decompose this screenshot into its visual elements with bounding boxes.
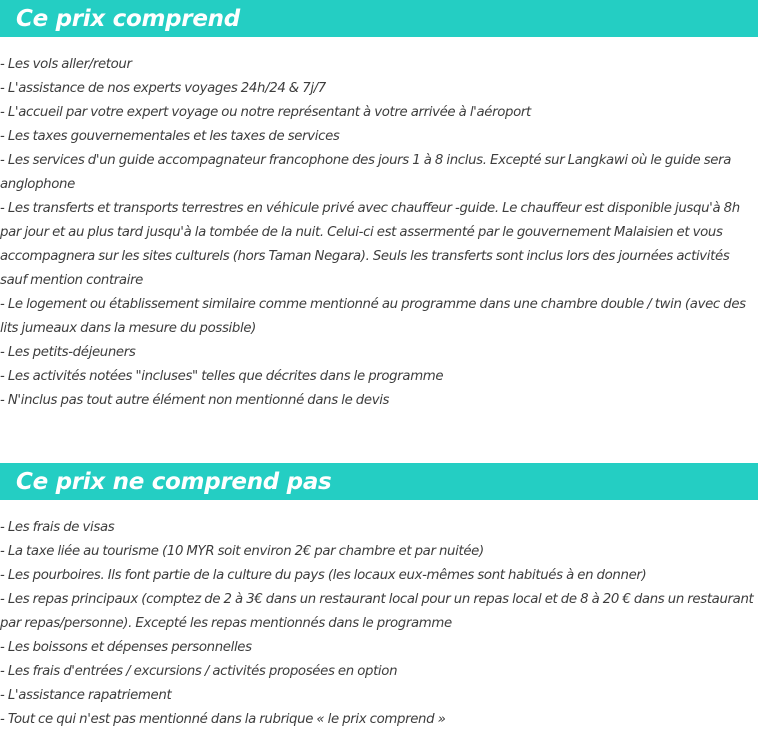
list-item: - Tout ce qui n'est pas mentionné dans la rubrique « le prix comprend » [0,712,446,727]
list-item: - Les activités notées "incluses" telles que décrites dans le programme [0,369,444,384]
list-item: - Les services d'un guide accompagnateur francophone des jours 1 à 8 inclus. Excepté sur Langkawi où le guide sera anglophone [0,153,732,192]
price-includes-header [0,0,758,37]
list-item: - L'assistance rapatriement [0,688,172,703]
list-item: - Les boissons et dépenses personnelles [0,640,252,655]
list-item: - L'assistance de nos experts voyages 24h/24 & 7j/7 [0,81,326,96]
price-excludes-header [0,463,758,500]
list-item: - Le logement ou établissement similaire comme mentionné au programme dans une chambre double / twin (avec des lits jumeaux dans la mesure du possible) [0,297,746,336]
list-item: - L'accueil par votre expert voyage ou notre représentant à votre arrivée à l'aéroport [0,105,531,120]
list-item: - Les vols aller/retour [0,57,132,72]
list-item: - La taxe liée au tourisme (10 MYR soit environ 2€ par chambre et par nuitée) [0,544,484,559]
price-includes-list [0,37,758,413]
list-item: - Les frais de visas [0,520,115,535]
price-excludes-title: Ce prix ne comprend pas [16,468,332,495]
list-item: - Les petits-déjeuners [0,345,136,360]
price-includes-title: Ce prix comprend [16,5,240,32]
list-item: - Les pourboires. Ils font partie de la culture du pays (les locaux eux-mêmes sont habitués à en donner) [0,568,647,583]
list-item: - Les frais d'entrées / excursions / activités proposées en option [0,664,398,679]
price-excludes-section [0,463,758,732]
list-item: - N'inclus pas tout autre élément non mentionné dans le devis [0,393,390,408]
price-excludes-list [0,500,758,732]
list-item: - Les taxes gouvernementales et les taxes de services [0,129,340,144]
list-item: - Les transferts et transports terrestres en véhicule privé avec chauffeur -guide. Le chauffeur est disponible jusqu'à 8h par jour et au plus tard jusqu'à la tombée de la nuit. Celui-ci est assermenté par le gouvernement Malaisien et vous accompagnera sur les sites culturels (hors Taman Negara). Seuls les transferts sont inclus lors des journées activités sauf mention contraire [0,201,740,288]
list-item: - Les repas principaux (comptez de 2 à 3€ dans un restaurant local pour un repas local et de 8 à 20 € dans un restaurant par repas/personne). Excepté les repas mentionnés dans le programme [0,592,754,631]
